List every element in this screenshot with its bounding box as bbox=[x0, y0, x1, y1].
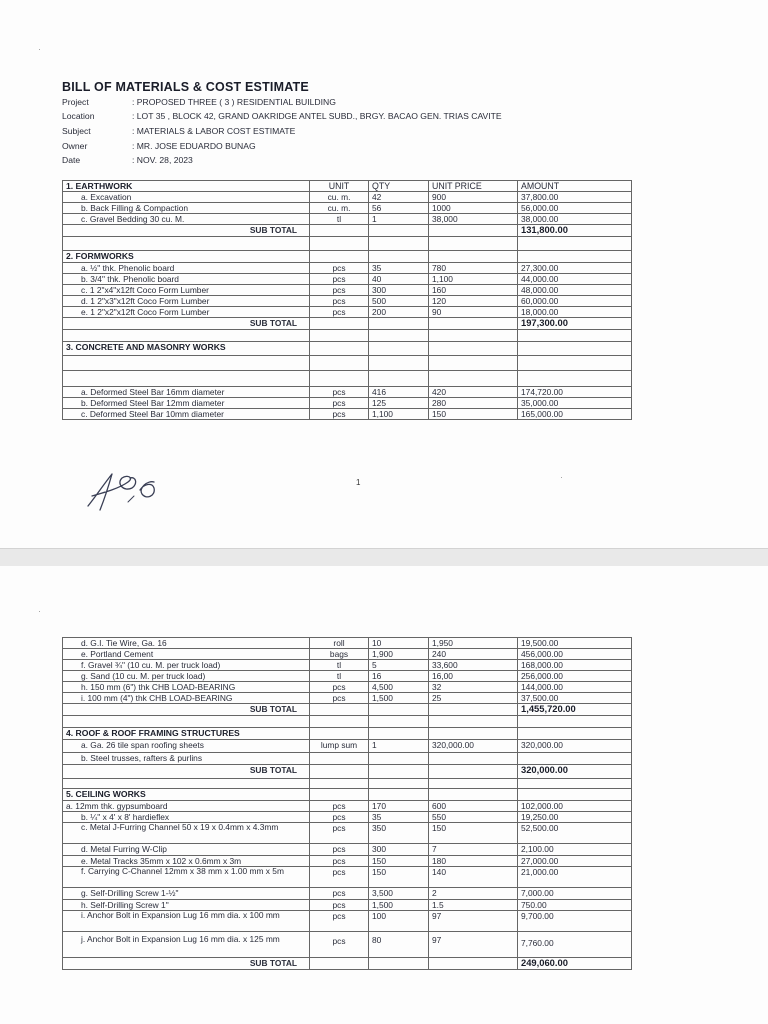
scan-speck: · bbox=[560, 472, 563, 482]
table-row bbox=[63, 753, 632, 765]
item-qty: 3,500 bbox=[369, 888, 429, 900]
item-qty: 150 bbox=[369, 856, 429, 867]
table-row bbox=[63, 867, 632, 888]
item-description: c. 1 2"x4"x12ft Coco Form Lumber bbox=[63, 285, 310, 296]
item-qty: 200 bbox=[369, 307, 429, 318]
section-header-row bbox=[63, 789, 632, 801]
item-unit-price: 38,000 bbox=[429, 214, 518, 225]
subtotal-row bbox=[63, 704, 632, 716]
item-qty: 300 bbox=[369, 844, 429, 856]
item-qty: 42 bbox=[369, 192, 429, 203]
subtotal-amount: 197,300.00 bbox=[518, 318, 632, 330]
table-row bbox=[63, 671, 632, 682]
subtotal-label: SUB TOTAL bbox=[63, 765, 310, 779]
item-unit: pcs bbox=[310, 274, 369, 285]
item-amount: 37,800.00 bbox=[518, 192, 632, 203]
item-description: f. Gravel ¾" (10 cu. M. per truck load) bbox=[63, 660, 310, 671]
item-amount bbox=[518, 753, 632, 765]
item-unit-price: 2 bbox=[429, 888, 518, 900]
item-amount: 7,000.00 bbox=[518, 888, 632, 900]
table-row bbox=[63, 856, 632, 867]
meta-label: Subject bbox=[62, 126, 91, 136]
item-amount: 52,500.00 bbox=[518, 823, 632, 844]
item-unit-price bbox=[429, 753, 518, 765]
table-row bbox=[63, 900, 632, 911]
item-unit-price: 33,600 bbox=[429, 660, 518, 671]
item-unit: pcs bbox=[310, 801, 369, 812]
section-title: 5. CEILING WORKS bbox=[63, 789, 310, 801]
item-description: a. 12mm thk. gypsumboard bbox=[63, 801, 310, 812]
section-header-row bbox=[63, 728, 632, 740]
item-description: a. Ga. 26 tile span roofing sheets bbox=[63, 740, 310, 753]
meta-label: Date bbox=[62, 155, 81, 165]
item-qty: 80 bbox=[369, 932, 429, 958]
item-qty bbox=[369, 753, 429, 765]
spacer-row bbox=[63, 237, 632, 251]
item-unit: cu. m. bbox=[310, 203, 369, 214]
item-description: d. 1 2"x3"x12ft Coco Form Lumber bbox=[63, 296, 310, 307]
section-title: 3. CONCRETE AND MASONRY WORKS bbox=[63, 342, 310, 356]
item-unit-price: 280 bbox=[429, 398, 518, 409]
subtotal-row bbox=[63, 225, 632, 237]
item-unit: pcs bbox=[310, 888, 369, 900]
section-title: 1. EARTHWORK bbox=[63, 181, 310, 192]
page-separator bbox=[0, 548, 768, 568]
item-amount: 9,700.00 bbox=[518, 911, 632, 932]
item-unit-price: 160 bbox=[429, 285, 518, 296]
table-row bbox=[63, 693, 632, 704]
meta-value: : MR. JOSE EDUARDO BUNAG bbox=[132, 141, 256, 151]
item-unit: tl bbox=[310, 214, 369, 225]
table-row bbox=[63, 387, 632, 398]
item-unit-price: 150 bbox=[429, 409, 518, 420]
table-row bbox=[63, 398, 632, 409]
item-qty: 500 bbox=[369, 296, 429, 307]
item-amount: 102,000.00 bbox=[518, 801, 632, 812]
item-amount: 27,000.00 bbox=[518, 856, 632, 867]
item-qty: 1,900 bbox=[369, 649, 429, 660]
item-description: g. Sand (10 cu. M. per truck load) bbox=[63, 671, 310, 682]
table-row bbox=[63, 932, 632, 958]
item-qty: 5 bbox=[369, 660, 429, 671]
item-unit-price: 90 bbox=[429, 307, 518, 318]
item-qty: 40 bbox=[369, 274, 429, 285]
spacer-row bbox=[63, 779, 632, 789]
item-unit: cu. m. bbox=[310, 192, 369, 203]
item-amount: 21,000.00 bbox=[518, 867, 632, 888]
item-unit-price: 180 bbox=[429, 856, 518, 867]
item-unit bbox=[310, 753, 369, 765]
item-unit-price: 32 bbox=[429, 682, 518, 693]
table-row bbox=[63, 888, 632, 900]
table-row bbox=[63, 203, 632, 214]
item-description: a. Excavation bbox=[63, 192, 310, 203]
item-unit: pcs bbox=[310, 387, 369, 398]
item-description: c. Gravel Bedding 30 cu. M. bbox=[63, 214, 310, 225]
subtotal-label: SUB TOTAL bbox=[63, 318, 310, 330]
item-qty: 125 bbox=[369, 398, 429, 409]
item-description: b. 3/4" thk. Phenolic board bbox=[63, 274, 310, 285]
item-description: e. Portland Cement bbox=[63, 649, 310, 660]
item-unit: roll bbox=[310, 638, 369, 649]
table-row bbox=[63, 274, 632, 285]
item-unit: tl bbox=[310, 660, 369, 671]
item-unit-price: 550 bbox=[429, 812, 518, 823]
item-amount: 168,000.00 bbox=[518, 660, 632, 671]
item-unit-price: 140 bbox=[429, 867, 518, 888]
scan-speck: · bbox=[38, 606, 41, 616]
table-row bbox=[63, 911, 632, 932]
item-description: f. Carrying C-Channel 12mm x 38 mm x 1.00 mm x 5m bbox=[63, 867, 310, 888]
table-row bbox=[63, 285, 632, 296]
item-qty: 1,500 bbox=[369, 693, 429, 704]
item-qty: 150 bbox=[369, 867, 429, 888]
handwritten-signature bbox=[82, 466, 192, 512]
item-description: e. 1 2"x2"x12ft Coco Form Lumber bbox=[63, 307, 310, 318]
item-unit: pcs bbox=[310, 409, 369, 420]
item-unit-price: 780 bbox=[429, 263, 518, 274]
item-unit: pcs bbox=[310, 932, 369, 958]
meta-value: : NOV. 28, 2023 bbox=[132, 155, 193, 165]
item-unit: pcs bbox=[310, 911, 369, 932]
subtotal-row bbox=[63, 765, 632, 779]
item-amount: 37,500.00 bbox=[518, 693, 632, 704]
scan-speck: · bbox=[38, 44, 41, 54]
document-title: BILL OF MATERIALS & COST ESTIMATE bbox=[62, 80, 309, 94]
table-row bbox=[63, 638, 632, 649]
item-unit-price: 1.5 bbox=[429, 900, 518, 911]
item-unit-price: 420 bbox=[429, 387, 518, 398]
subtotal-row bbox=[63, 958, 632, 970]
cost-table-page-1 bbox=[62, 180, 632, 420]
item-qty: 56 bbox=[369, 203, 429, 214]
item-unit: pcs bbox=[310, 693, 369, 704]
item-unit: pcs bbox=[310, 812, 369, 823]
subtotal-amount: 249,060.00 bbox=[518, 958, 632, 970]
column-header-amount: AMOUNT bbox=[518, 181, 632, 192]
item-unit-price: 1,100 bbox=[429, 274, 518, 285]
section-title: 4. ROOF & ROOF FRAMING STRUCTURES bbox=[63, 728, 310, 740]
meta-label: Project bbox=[62, 97, 89, 107]
item-unit-price: 120 bbox=[429, 296, 518, 307]
item-unit-price: 320,000.00 bbox=[429, 740, 518, 753]
item-amount: 60,000.00 bbox=[518, 296, 632, 307]
meta-label: Owner bbox=[62, 141, 88, 151]
item-description: g. Self-Drilling Screw 1-½" bbox=[63, 888, 310, 900]
item-unit: pcs bbox=[310, 398, 369, 409]
column-header-unit: UNIT bbox=[310, 181, 369, 192]
section-header-row bbox=[63, 342, 632, 356]
item-unit: pcs bbox=[310, 900, 369, 911]
item-amount: 19,500.00 bbox=[518, 638, 632, 649]
item-qty: 10 bbox=[369, 638, 429, 649]
table-row bbox=[63, 801, 632, 812]
item-amount: 44,000.00 bbox=[518, 274, 632, 285]
document-page-2 bbox=[0, 566, 768, 1024]
meta-value: : LOT 35 , BLOCK 42, GRAND OAKRIDGE ANTEL SUBD., BRGY. BACAO GEN. TRIAS CAVITE bbox=[132, 111, 502, 121]
subtotal-amount: 320,000.00 bbox=[518, 765, 632, 779]
column-header-qty: QTY bbox=[369, 181, 429, 192]
item-amount: 320,000.00 bbox=[518, 740, 632, 753]
item-unit: pcs bbox=[310, 682, 369, 693]
item-description: d. Metal Furring W-Clip bbox=[63, 844, 310, 856]
item-description: c. Deformed Steel Bar 10mm diameter bbox=[63, 409, 310, 420]
item-amount: 18,000.00 bbox=[518, 307, 632, 318]
spacer-row bbox=[63, 356, 632, 371]
item-description: j. Anchor Bolt in Expansion Lug 16 mm dia. x 125 mm bbox=[63, 932, 310, 958]
subtotal-row bbox=[63, 318, 632, 330]
item-unit: pcs bbox=[310, 823, 369, 844]
item-unit-price: 97 bbox=[429, 932, 518, 958]
item-unit: pcs bbox=[310, 296, 369, 307]
meta-label: Location bbox=[62, 111, 95, 121]
item-unit: pcs bbox=[310, 285, 369, 296]
item-qty: 300 bbox=[369, 285, 429, 296]
subtotal-label: SUB TOTAL bbox=[63, 958, 310, 970]
table-row bbox=[63, 649, 632, 660]
item-description: h. Self-Drilling Screw 1" bbox=[63, 900, 310, 911]
table-header-row bbox=[63, 181, 632, 192]
item-unit-price: 97 bbox=[429, 911, 518, 932]
item-description: e. Metal Tracks 35mm x 102 x 0.6mm x 3m bbox=[63, 856, 310, 867]
item-qty: 35 bbox=[369, 263, 429, 274]
subtotal-amount: 131,800.00 bbox=[518, 225, 632, 237]
table-row bbox=[63, 660, 632, 671]
item-description: b. ¼" x 4' x 8' hardieflex bbox=[63, 812, 310, 823]
page-number: 1 bbox=[356, 478, 361, 487]
item-qty: 170 bbox=[369, 801, 429, 812]
cost-table-page-2 bbox=[62, 637, 632, 970]
item-description: b. Back Filling & Compaction bbox=[63, 203, 310, 214]
item-amount: 19,250.00 bbox=[518, 812, 632, 823]
spacer-row bbox=[63, 716, 632, 728]
item-amount: 7,760.00 bbox=[518, 932, 632, 958]
item-description: b. Deformed Steel Bar 12mm diameter bbox=[63, 398, 310, 409]
column-header-unit-price: UNIT PRICE bbox=[429, 181, 518, 192]
section-header-row bbox=[63, 251, 632, 263]
item-unit-price: 25 bbox=[429, 693, 518, 704]
item-unit: pcs bbox=[310, 867, 369, 888]
item-qty: 1,500 bbox=[369, 900, 429, 911]
item-unit-price: 900 bbox=[429, 192, 518, 203]
table-row bbox=[63, 409, 632, 420]
item-unit-price: 150 bbox=[429, 823, 518, 844]
item-amount: 35,000.00 bbox=[518, 398, 632, 409]
item-unit-price: 1,950 bbox=[429, 638, 518, 649]
table-row bbox=[63, 740, 632, 753]
spacer-row bbox=[63, 330, 632, 342]
item-qty: 350 bbox=[369, 823, 429, 844]
item-amount: 256,000.00 bbox=[518, 671, 632, 682]
item-description: c. Metal J-Furring Channel 50 x 19 x 0.4mm x 4.3mm bbox=[63, 823, 310, 844]
section-title: 2. FORMWORKS bbox=[63, 251, 310, 263]
item-amount: 27,300.00 bbox=[518, 263, 632, 274]
item-qty: 4,500 bbox=[369, 682, 429, 693]
item-unit: pcs bbox=[310, 844, 369, 856]
table-row bbox=[63, 812, 632, 823]
item-amount: 165,000.00 bbox=[518, 409, 632, 420]
subtotal-label: SUB TOTAL bbox=[63, 225, 310, 237]
item-unit-price: 16,00 bbox=[429, 671, 518, 682]
item-description: a. ½" thk. Phenolic board bbox=[63, 263, 310, 274]
item-unit: lump sum bbox=[310, 740, 369, 753]
item-unit-price: 7 bbox=[429, 844, 518, 856]
table-row bbox=[63, 307, 632, 318]
item-amount: 48,000.00 bbox=[518, 285, 632, 296]
item-amount: 144,000.00 bbox=[518, 682, 632, 693]
item-amount: 174,720.00 bbox=[518, 387, 632, 398]
meta-value: : MATERIALS & LABOR COST ESTIMATE bbox=[132, 126, 296, 136]
item-qty: 35 bbox=[369, 812, 429, 823]
item-description: i. 100 mm (4") thk CHB LOAD-BEARING bbox=[63, 693, 310, 704]
item-amount: 750.00 bbox=[518, 900, 632, 911]
item-amount: 38,000.00 bbox=[518, 214, 632, 225]
item-qty: 1,100 bbox=[369, 409, 429, 420]
item-qty: 1 bbox=[369, 214, 429, 225]
item-description: i. Anchor Bolt in Expansion Lug 16 mm dia. x 100 mm bbox=[63, 911, 310, 932]
spacer-row bbox=[63, 371, 632, 387]
item-description: d. G.I. Tie Wire, Ga. 16 bbox=[63, 638, 310, 649]
item-description: b. Steel trusses, rafters & purlins bbox=[63, 753, 310, 765]
subtotal-amount: 1,455,720.00 bbox=[518, 704, 632, 716]
table-row bbox=[63, 192, 632, 203]
item-unit-price: 240 bbox=[429, 649, 518, 660]
table-row bbox=[63, 296, 632, 307]
table-row bbox=[63, 263, 632, 274]
item-qty: 1 bbox=[369, 740, 429, 753]
table-row bbox=[63, 682, 632, 693]
item-amount: 456,000.00 bbox=[518, 649, 632, 660]
item-unit: tl bbox=[310, 671, 369, 682]
table-row bbox=[63, 214, 632, 225]
meta-value: : PROPOSED THREE ( 3 ) RESIDENTIAL BUILDING bbox=[132, 97, 336, 107]
item-description: h. 150 mm (6") thk CHB LOAD-BEARING bbox=[63, 682, 310, 693]
table-row bbox=[63, 823, 632, 844]
item-description: a. Deformed Steel Bar 16mm diameter bbox=[63, 387, 310, 398]
item-qty: 416 bbox=[369, 387, 429, 398]
item-unit: pcs bbox=[310, 856, 369, 867]
item-unit: pcs bbox=[310, 263, 369, 274]
item-unit-price: 600 bbox=[429, 801, 518, 812]
table-row bbox=[63, 844, 632, 856]
item-amount: 2,100.00 bbox=[518, 844, 632, 856]
item-unit: bags bbox=[310, 649, 369, 660]
item-qty: 100 bbox=[369, 911, 429, 932]
item-unit: pcs bbox=[310, 307, 369, 318]
subtotal-label: SUB TOTAL bbox=[63, 704, 310, 716]
item-unit-price: 1000 bbox=[429, 203, 518, 214]
item-amount: 56,000.00 bbox=[518, 203, 632, 214]
item-qty: 16 bbox=[369, 671, 429, 682]
